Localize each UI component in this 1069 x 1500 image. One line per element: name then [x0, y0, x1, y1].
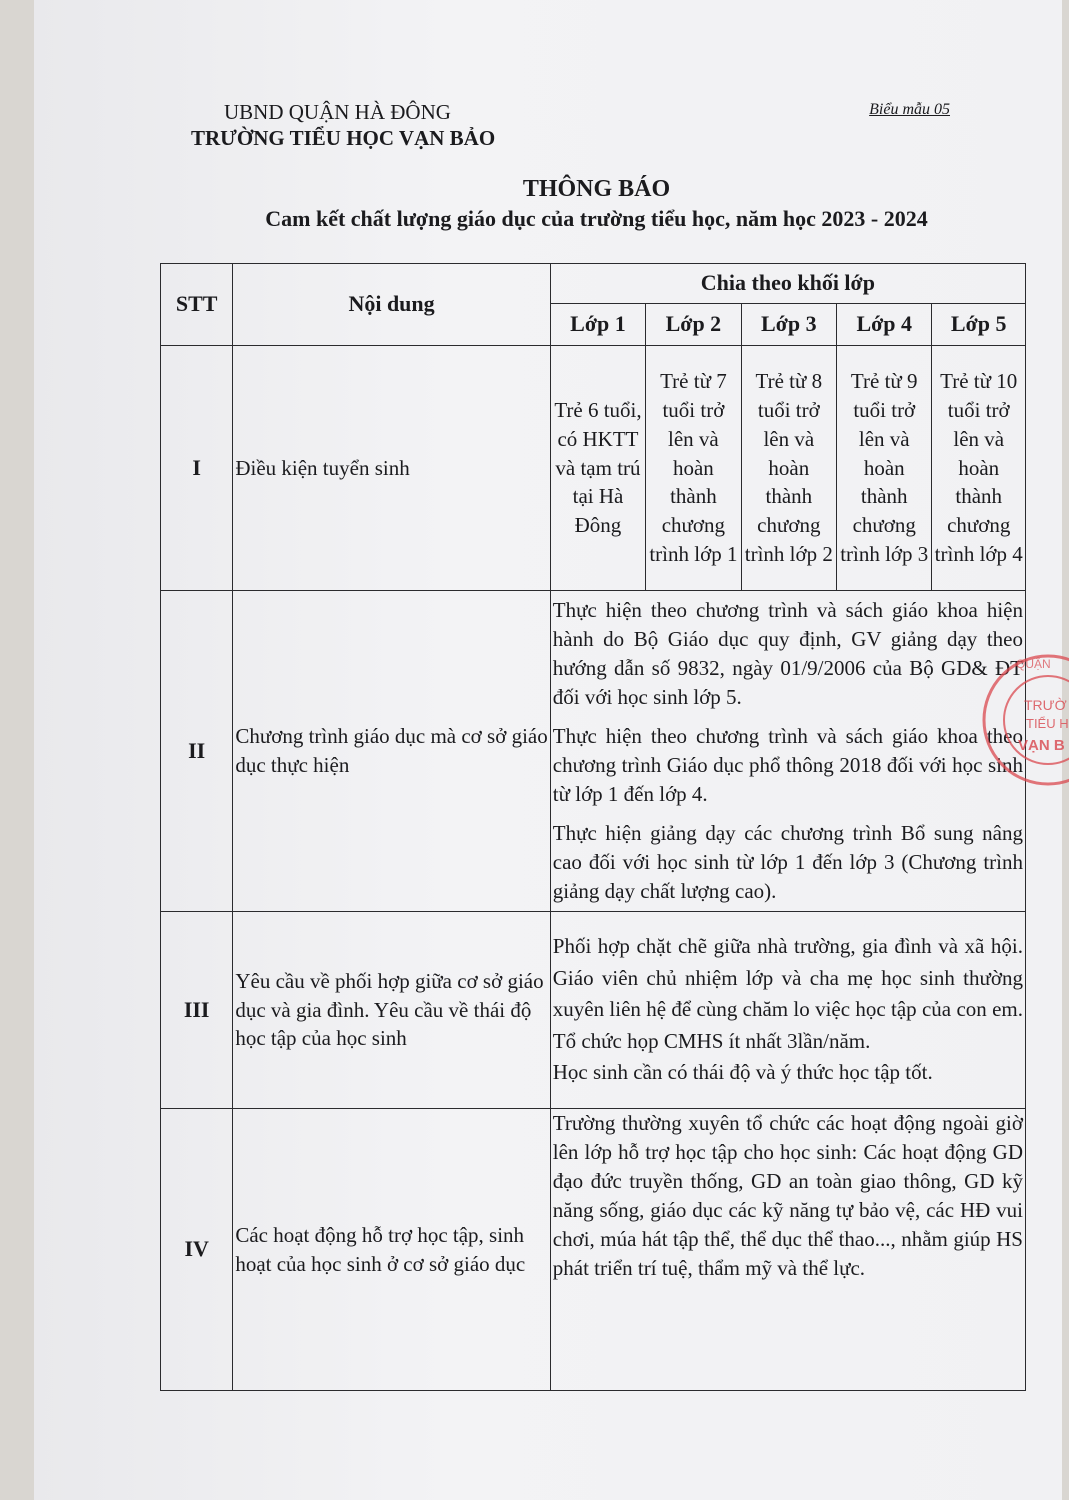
table-row [161, 346, 1026, 591]
commitment-table [160, 263, 1026, 1391]
header-grade: Lớp 2 [646, 304, 741, 346]
svg-text:VẠN B: VẠN B [1018, 737, 1065, 754]
school-name: TRƯỜNG TIỂU HỌC VẠN BẢO [191, 126, 496, 150]
row-content: Điều kiện tuyển sinh [233, 346, 550, 591]
school-seal [976, 640, 1069, 800]
header-stt: STT [161, 264, 233, 346]
table-row [161, 912, 1026, 1109]
header-row-1 [161, 264, 1026, 304]
svg-text:TRƯỜ: TRƯỜ [1024, 697, 1067, 713]
header-grade: Lớp 4 [837, 304, 932, 346]
header-grade: Lớp 1 [550, 304, 645, 346]
detail-paragraph: Trường thường xuyên tổ chức các hoạt động ngoài giờ lên lớp hỗ trợ học tập cho học sinh: Các hoạt động GD đạo đức truyền thống, GD an toàn giao thông, GD kỹ năng sống, giáo dục các kỹ năng tự bảo vệ, các HĐ vui chơi, múa hát tập thể, thể dục thể thao..., nhằm giúp HS phát triển trí tuệ, thẩm mỹ và thể lực. [552, 1111, 1023, 1280]
grade-condition: Trẻ từ 10 tuổi trở lên và hoàn thành chương trình lớp 4 [932, 346, 1026, 591]
grade-condition: Trẻ từ 9 tuổi trở lên và hoàn thành chương trình lớp 3 [837, 346, 932, 591]
row-detail [550, 912, 1025, 1109]
svg-text:QUẬN: QUẬN [1016, 657, 1051, 671]
document-subtitle: Cam kết chất lượng giáo dục của trường tiểu học, năm học 2023 - 2024 [265, 206, 928, 231]
header-content: Nội dung [233, 264, 550, 346]
row-number: I [161, 346, 233, 591]
detail-paragraph: Thực hiện theo chương trình và sách giáo khoa theo chương trình Giáo dục phổ thông 2018 đối với học sinh từ lớp 1 đến lớp 4. [552, 724, 1023, 806]
row-content: Yêu cầu về phối hợp giữa cơ sở giáo dục và gia đình. Yêu cầu về thái độ học tập của học sinh [233, 912, 550, 1109]
grade-condition: Trẻ 6 tuổi, có HKTT và tạm trú tại Hà Đông [550, 346, 645, 591]
detail-paragraph: Thực hiện theo chương trình và sách giáo khoa hiện hành do Bộ Giáo dục quy định, GV giảng dạy theo hướng dẫn số 9832, ngày 01/9/2006 của Bộ GD& ĐT đối với học sinh lớp 5. [552, 598, 1023, 710]
form-number: Biểu mẫu 05 [869, 101, 950, 118]
row-number: III [161, 912, 233, 1109]
table-row [161, 1109, 1026, 1391]
row-content: Chương trình giáo dục mà cơ sở giáo dục thực hiện [233, 591, 550, 912]
detail-paragraph: Phối hợp chặt chẽ giữa nhà trường, gia đình và xã hội. Giáo viên chủ nhiệm lớp và cha mẹ học sinh thường xuyên liên hệ để cùng chăm lo việc học tập của con em. Tổ chức họp CMHS ít nhất 3lần/năm. [552, 934, 1023, 1053]
row-detail [550, 591, 1025, 912]
detail-paragraph: Học sinh cần có thái độ và ý thức học tập tốt. [552, 1060, 933, 1085]
header-grade: Lớp 5 [932, 304, 1026, 346]
grade-condition: Trẻ từ 8 tuổi trở lên và hoàn thành chương trình lớp 2 [741, 346, 836, 591]
detail-paragraph: Thực hiện giảng dạy các chương trình Bổ sung nâng cao đối với học sinh từ lớp 1 đến lớp 3 (Chương trình giảng dạy chất lượng cao). [552, 820, 1023, 903]
row-number: II [161, 591, 233, 912]
header-grade: Lớp 3 [741, 304, 836, 346]
document-title: THÔNG BÁO [522, 176, 671, 202]
row-content: Các hoạt động hỗ trợ học tập, sinh hoạt của học sinh ở cơ sở giáo dục [233, 1109, 550, 1391]
agency-name: UBND QUẬN HÀ ĐÔNG [224, 100, 451, 124]
header-grade-group: Chia theo khối lớp [550, 264, 1025, 304]
svg-text:TIỂU H: TIỂU H [1026, 716, 1069, 731]
grade-condition: Trẻ từ 7 tuổi trở lên và hoàn thành chương trình lớp 1 [646, 346, 741, 591]
row-detail [550, 1109, 1025, 1391]
table-row [161, 591, 1026, 912]
row-number: IV [161, 1109, 233, 1391]
